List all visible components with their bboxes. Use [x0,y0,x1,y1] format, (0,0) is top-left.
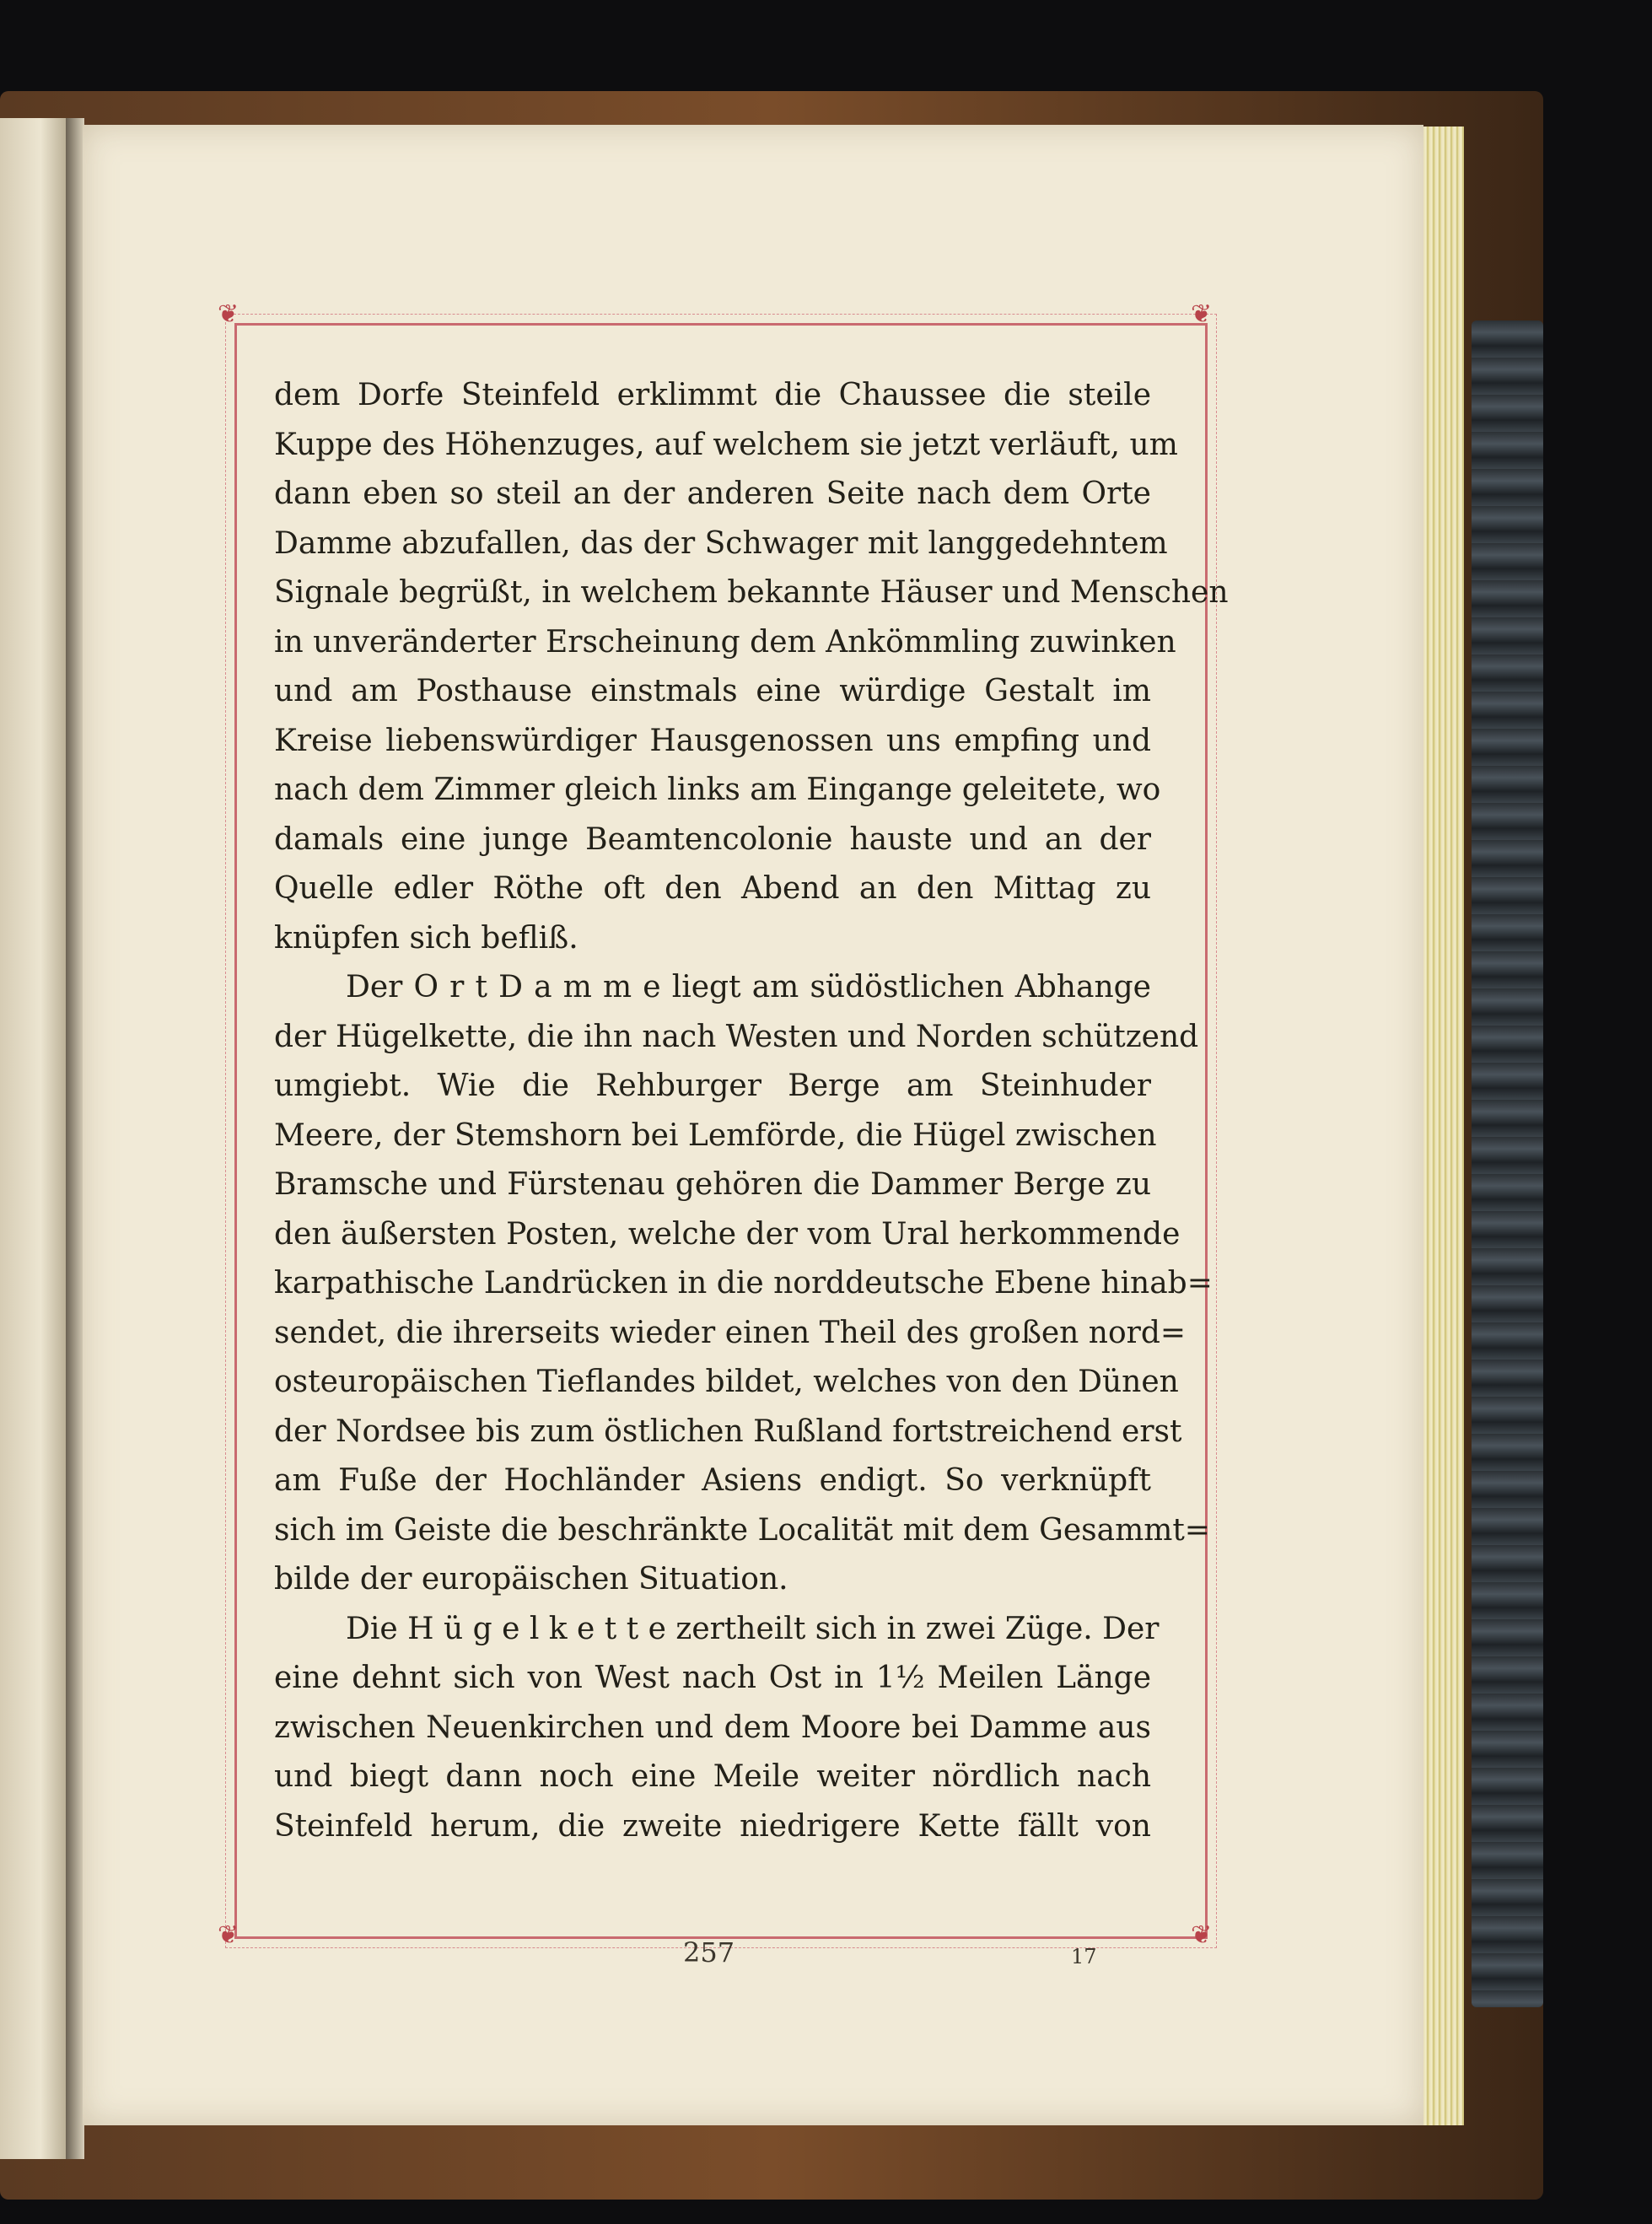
text-line: und biegt dann noch eine Meile weiter nördlich nach [274,1759,1151,1794]
text-line: sendet, die ihrerseits wieder einen Theil des großen nord= [274,1315,1187,1350]
page-body-text [274,371,1229,1851]
text-line: dann eben so steil an der anderen Seite nach dem Orte [274,477,1151,511]
text-line: damals eine junge Beamtencolonie hauste und an der [274,821,1151,857]
corner-ornament-icon: ❦ [218,299,239,329]
text-line: Steinfeld herum, die zweite niedrigere Kette fällt von [274,1808,1151,1844]
text-line: dem Dorfe Steinfeld erklimmt die Chaussee die steile [274,378,1151,412]
corner-ornament-icon: ❦ [1191,299,1213,329]
text-line: knüpfen sich befliß. [274,920,578,956]
text-line: umgiebt. Wie die Rehburger Berge am Steinhuder [274,1069,1151,1103]
spine-gutter [66,118,84,2159]
text-line: bilde der europäischen Situation. [274,1562,788,1597]
text-line: am Fuße der Hochländer Asiens endigt. So verknüpft [274,1463,1151,1498]
corner-ornament-icon: ❦ [1191,1920,1213,1950]
text-line: Quelle edler Röthe oft den Abend an den Mittag zu [274,871,1151,906]
text-line: der Hügelkette, die ihn nach Westen und Norden schützend [274,1019,1199,1054]
cover-edge-strip [1472,320,1543,2007]
text-line: Signale begrüßt, in welchem bekannte Häuser und Menschen [274,575,1229,610]
text-line: Damme abzufallen, das der Schwager mit langgedehntem [274,525,1168,561]
text-line: Kreise liebenswürdiger Hausgenossen uns empfing und [274,723,1151,758]
text-line: nach dem Zimmer gleich links am Eingange geleitete, wo [274,773,1161,807]
corner-ornament-icon: ❦ [218,1920,239,1950]
text-line: karpathische Landrücken in die norddeutsche Ebene hinab= [274,1266,1213,1300]
text-line: und am Posthause einstmals eine würdige Gestalt im [274,674,1151,708]
text-line: in unveränderter Erscheinung dem Ankömmling zuwinken [274,624,1176,660]
page-block-edges [1423,127,1464,2125]
text-line: zwischen Neuenkirchen und dem Moore bei Damme aus [274,1710,1151,1745]
text-line: Der O r t D a m m e liegt am südöstlichen Abhange [346,970,1151,1004]
text-line: Die H ü g e l k e t t e zertheilt sich in zwei Züge. Der [346,1611,1160,1646]
page-number: 257 [683,1936,735,1968]
text-line: der Nordsee bis zum östlichen Rußland fortstreichend erst [274,1414,1182,1449]
text-line: Kuppe des Höhenzuges, auf welchem sie jetzt verläuft, um [274,427,1178,462]
signature-mark: 17 [1071,1945,1097,1968]
text-line: eine dehnt sich von West nach Ost in 1½ Meilen Länge [274,1661,1151,1695]
left-page-edge [0,118,67,2159]
text-line: Bramsche und Fürstenau gehören die Dammer Berge zu [274,1167,1151,1202]
text-line: den äußersten Posten, welche der vom Ural herkommende [274,1216,1181,1252]
text-line: osteuropäischen Tieflandes bildet, welches von den Dünen [274,1365,1179,1399]
text-line: sich im Geiste die beschränkte Localität mit dem Gesammt= [274,1512,1210,1548]
text-line: Meere, der Stemshorn bei Lemförde, die Hügel zwischen [274,1117,1157,1153]
